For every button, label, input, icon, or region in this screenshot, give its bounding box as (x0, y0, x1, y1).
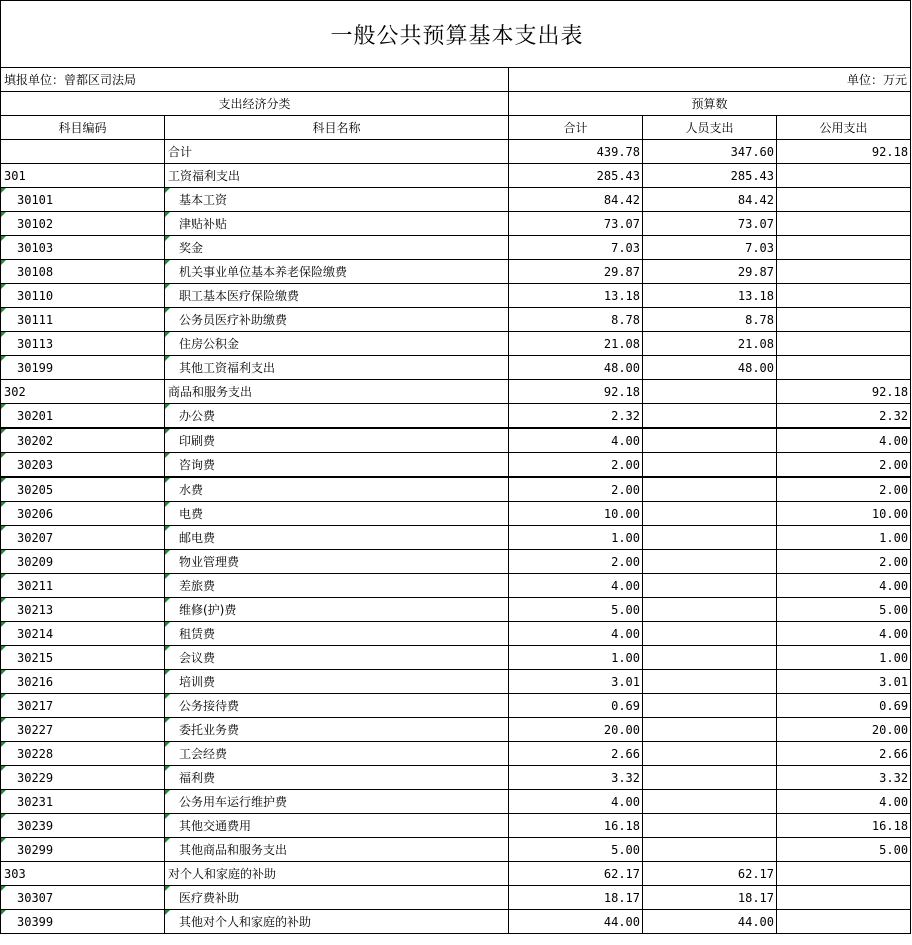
cell-public (777, 862, 911, 886)
cell-subject-code: 30111 (1, 308, 165, 332)
cell-total: 73.07 (509, 212, 643, 236)
cell-public (777, 260, 911, 284)
cell-subject-name: 商品和服务支出 (165, 380, 509, 404)
cell-personnel (643, 477, 777, 502)
cell-public (777, 212, 911, 236)
cell-personnel (643, 404, 777, 429)
cell-total: 62.17 (509, 862, 643, 886)
table-row (1, 910, 911, 934)
cell-subject-name: 工资福利支出 (165, 164, 509, 188)
cell-subject-code: 30205 (1, 477, 165, 502)
cell-subject-code: 301 (1, 164, 165, 188)
cell-public: 2.32 (777, 404, 911, 429)
cell-total: 0.69 (509, 694, 643, 718)
cell-subject-name: 水费 (165, 477, 509, 502)
cell-subject-code: 30206 (1, 502, 165, 526)
cell-total: 2.32 (509, 404, 643, 429)
cell-subject-name: 其他商品和服务支出 (165, 838, 509, 862)
cell-personnel (643, 453, 777, 478)
cell-public: 1.00 (777, 646, 911, 670)
cell-subject-code: 302 (1, 380, 165, 404)
header-personnel: 人员支出 (643, 116, 777, 140)
header-subject-code: 科目编码 (1, 116, 165, 140)
cell-personnel (643, 694, 777, 718)
table-row (1, 356, 911, 380)
cell-personnel: 84.42 (643, 188, 777, 212)
cell-subject-code: 30229 (1, 766, 165, 790)
table-row (1, 718, 911, 742)
cell-personnel (643, 598, 777, 622)
cell-total: 20.00 (509, 718, 643, 742)
cell-total: 3.01 (509, 670, 643, 694)
cell-subject-code: 30209 (1, 550, 165, 574)
cell-total: 44.00 (509, 910, 643, 934)
cell-personnel: 7.03 (643, 236, 777, 260)
cell-subject-name: 办公费 (165, 404, 509, 429)
cell-subject-code: 30102 (1, 212, 165, 236)
table-row (1, 862, 911, 886)
cell-public: 3.32 (777, 766, 911, 790)
cell-public (777, 332, 911, 356)
cell-subject-name: 委托业务费 (165, 718, 509, 742)
cell-personnel: 29.87 (643, 260, 777, 284)
cell-total: 29.87 (509, 260, 643, 284)
table-row (1, 814, 911, 838)
cell-personnel (643, 380, 777, 404)
table-row (1, 477, 911, 502)
cell-total: 4.00 (509, 428, 643, 453)
cell-subject-name: 津贴补贴 (165, 212, 509, 236)
table-row (1, 236, 911, 260)
cell-total: 7.03 (509, 236, 643, 260)
cell-public: 4.00 (777, 790, 911, 814)
cell-subject-name: 工会经费 (165, 742, 509, 766)
cell-subject-name: 印刷费 (165, 428, 509, 453)
cell-subject-name: 物业管理费 (165, 550, 509, 574)
table-row (1, 308, 911, 332)
table-row (1, 428, 911, 453)
cell-subject-code: 30108 (1, 260, 165, 284)
cell-personnel (643, 574, 777, 598)
cell-subject-name: 培训费 (165, 670, 509, 694)
cell-total: 10.00 (509, 502, 643, 526)
cell-total: 48.00 (509, 356, 643, 380)
table-row (1, 622, 911, 646)
cell-total: 84.42 (509, 188, 643, 212)
table-row (1, 260, 911, 284)
cell-subject-name: 咨询费 (165, 453, 509, 478)
cell-total: 4.00 (509, 790, 643, 814)
cell-subject-code: 30217 (1, 694, 165, 718)
cell-subject-code (1, 140, 165, 164)
cell-total: 1.00 (509, 526, 643, 550)
table-row (1, 598, 911, 622)
table-row (1, 526, 911, 550)
cell-public: 1.00 (777, 526, 911, 550)
cell-public (777, 886, 911, 910)
cell-total: 5.00 (509, 598, 643, 622)
cell-personnel (643, 502, 777, 526)
cell-personnel: 8.78 (643, 308, 777, 332)
cell-subject-name: 福利费 (165, 766, 509, 790)
cell-subject-name: 其他交通费用 (165, 814, 509, 838)
cell-public: 10.00 (777, 502, 911, 526)
cell-public (777, 910, 911, 934)
cell-total: 1.00 (509, 646, 643, 670)
cell-public: 2.66 (777, 742, 911, 766)
cell-subject-name: 维修(护)费 (165, 598, 509, 622)
cell-public: 4.00 (777, 428, 911, 453)
cell-subject-name: 公务用车运行维护费 (165, 790, 509, 814)
table-row (1, 646, 911, 670)
cell-personnel: 21.08 (643, 332, 777, 356)
cell-total: 3.32 (509, 766, 643, 790)
table-row (1, 790, 911, 814)
cell-public: 5.00 (777, 838, 911, 862)
cell-total: 2.00 (509, 477, 643, 502)
cell-total: 21.08 (509, 332, 643, 356)
cell-personnel (643, 790, 777, 814)
table-row (1, 502, 911, 526)
cell-subject-name: 职工基本医疗保险缴费 (165, 284, 509, 308)
cell-personnel: 13.18 (643, 284, 777, 308)
table-row (1, 188, 911, 212)
cell-personnel: 62.17 (643, 862, 777, 886)
cell-public (777, 356, 911, 380)
cell-public: 92.18 (777, 380, 911, 404)
cell-total: 8.78 (509, 308, 643, 332)
cell-personnel (643, 814, 777, 838)
cell-personnel (643, 622, 777, 646)
cell-total: 2.00 (509, 453, 643, 478)
reporting-unit: 填报单位：曾都区司法局 (1, 68, 509, 92)
cell-subject-code: 30201 (1, 404, 165, 429)
cell-public: 16.18 (777, 814, 911, 838)
cell-subject-code: 30216 (1, 670, 165, 694)
cell-subject-code: 303 (1, 862, 165, 886)
cell-personnel: 18.17 (643, 886, 777, 910)
cell-public: 3.01 (777, 670, 911, 694)
table-row (1, 694, 911, 718)
cell-personnel (643, 766, 777, 790)
cell-subject-code: 30228 (1, 742, 165, 766)
cell-subject-name: 住房公积金 (165, 332, 509, 356)
cell-personnel (643, 550, 777, 574)
cell-total: 18.17 (509, 886, 643, 910)
cell-public (777, 236, 911, 260)
cell-subject-code: 30110 (1, 284, 165, 308)
cell-subject-name: 基本工资 (165, 188, 509, 212)
cell-subject-code: 30214 (1, 622, 165, 646)
cell-public (777, 164, 911, 188)
cell-public: 4.00 (777, 574, 911, 598)
cell-subject-code: 30227 (1, 718, 165, 742)
cell-subject-name: 其他工资福利支出 (165, 356, 509, 380)
cell-public (777, 308, 911, 332)
cell-public: 2.00 (777, 453, 911, 478)
cell-total: 13.18 (509, 284, 643, 308)
cell-subject-code: 30399 (1, 910, 165, 934)
cell-total: 4.00 (509, 574, 643, 598)
cell-personnel (643, 428, 777, 453)
cell-subject-name: 差旅费 (165, 574, 509, 598)
table-row (1, 550, 911, 574)
table-row (1, 284, 911, 308)
page-title: 一般公共预算基本支出表 (1, 1, 911, 68)
table-row (1, 380, 911, 404)
cell-subject-code: 30202 (1, 428, 165, 453)
header-public: 公用支出 (777, 116, 911, 140)
cell-public: 5.00 (777, 598, 911, 622)
cell-subject-name: 机关事业单位基本养老保险缴费 (165, 260, 509, 284)
cell-subject-name: 会议费 (165, 646, 509, 670)
currency-unit: 单位：万元 (509, 68, 911, 92)
cell-subject-name: 其他对个人和家庭的补助 (165, 910, 509, 934)
cell-subject-code: 30299 (1, 838, 165, 862)
table-row (1, 742, 911, 766)
cell-public: 2.00 (777, 477, 911, 502)
table-row (1, 766, 911, 790)
table-row (1, 404, 911, 429)
table-row (1, 886, 911, 910)
table-row (1, 212, 911, 236)
cell-subject-name: 公务接待费 (165, 694, 509, 718)
cell-public (777, 284, 911, 308)
cell-subject-code: 30239 (1, 814, 165, 838)
cell-public: 20.00 (777, 718, 911, 742)
cell-subject-code: 30199 (1, 356, 165, 380)
cell-personnel: 285.43 (643, 164, 777, 188)
cell-subject-name: 合计 (165, 140, 509, 164)
cell-subject-code: 30307 (1, 886, 165, 910)
cell-total: 92.18 (509, 380, 643, 404)
cell-subject-code: 30103 (1, 236, 165, 260)
cell-personnel: 73.07 (643, 212, 777, 236)
cell-subject-name: 电费 (165, 502, 509, 526)
cell-subject-name: 奖金 (165, 236, 509, 260)
cell-subject-code: 30211 (1, 574, 165, 598)
table-row (1, 140, 911, 164)
cell-public: 0.69 (777, 694, 911, 718)
table-row (1, 838, 911, 862)
table-row (1, 670, 911, 694)
cell-total: 5.00 (509, 838, 643, 862)
cell-subject-name: 医疗费补助 (165, 886, 509, 910)
table-row (1, 453, 911, 478)
cell-personnel: 44.00 (643, 910, 777, 934)
cell-personnel (643, 742, 777, 766)
header-subject-name: 科目名称 (165, 116, 509, 140)
cell-personnel (643, 646, 777, 670)
cell-total: 2.66 (509, 742, 643, 766)
cell-subject-name: 租赁费 (165, 622, 509, 646)
cell-total: 285.43 (509, 164, 643, 188)
cell-personnel (643, 526, 777, 550)
cell-public (777, 188, 911, 212)
cell-total: 4.00 (509, 622, 643, 646)
header-budget-amount: 预算数 (509, 92, 911, 116)
cell-personnel (643, 670, 777, 694)
cell-subject-name: 对个人和家庭的补助 (165, 862, 509, 886)
table-row (1, 574, 911, 598)
cell-personnel (643, 838, 777, 862)
cell-subject-code: 30215 (1, 646, 165, 670)
header-economic-classification: 支出经济分类 (1, 92, 509, 116)
cell-total: 16.18 (509, 814, 643, 838)
cell-subject-name: 邮电费 (165, 526, 509, 550)
cell-subject-code: 30207 (1, 526, 165, 550)
cell-subject-code: 30203 (1, 453, 165, 478)
cell-subject-code: 30113 (1, 332, 165, 356)
cell-subject-code: 30213 (1, 598, 165, 622)
cell-personnel (643, 718, 777, 742)
header-total: 合计 (509, 116, 643, 140)
cell-public: 92.18 (777, 140, 911, 164)
table-row (1, 164, 911, 188)
table-row (1, 332, 911, 356)
cell-total: 439.78 (509, 140, 643, 164)
cell-subject-name: 公务员医疗补助缴费 (165, 308, 509, 332)
cell-subject-code: 30101 (1, 188, 165, 212)
cell-public: 4.00 (777, 622, 911, 646)
cell-personnel: 347.60 (643, 140, 777, 164)
cell-personnel: 48.00 (643, 356, 777, 380)
cell-public: 2.00 (777, 550, 911, 574)
cell-total: 2.00 (509, 550, 643, 574)
cell-subject-code: 30231 (1, 790, 165, 814)
